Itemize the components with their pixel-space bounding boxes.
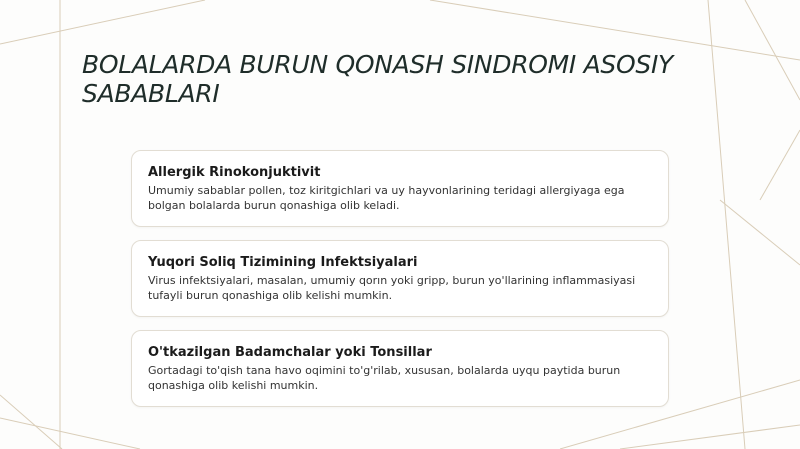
cause-card-title: Allergik Rinokonjuktivit: [148, 165, 321, 180]
cause-card: [131, 150, 669, 227]
cause-card-text: Umumiy sabablar pollen, toz kiritgichlari va uy hayvonlarining teridagi allergiyaga ega bolgan bolalarda burun qonashiga olib keladi.: [148, 184, 625, 212]
cause-card-text: Gortadagi to'qish tana havo oqimini to'g'rilab, xususan, bolalarda uyqu paytida burun qonashiga olib kelishi mumkin.: [148, 364, 621, 392]
bg-line: [0, 0, 205, 44]
bg-line: [720, 200, 800, 265]
cause-card-title: O'tkazilgan Badamchalar yoki Tonsillar: [148, 345, 432, 360]
bg-line: [760, 130, 800, 200]
cause-card-text: Virus infektsiyalari, masalan, umumiy qorın yoki gripp, burun yo'llarining inflammasiyasi tufayli burun qonashiga olib kelishi mumkin.: [148, 274, 636, 302]
bg-line: [0, 395, 62, 449]
cause-card-title: Yuqori Soliq Tizimining Infektsiyalari: [148, 255, 418, 270]
cause-card: [131, 330, 669, 407]
bg-line: [745, 0, 800, 100]
bg-line: [620, 425, 800, 449]
bg-line: [0, 418, 140, 449]
slide-title: BOLALARDA BURUN QONASH SINDROMI ASOSIY SABABLARI: [82, 50, 673, 108]
cause-card: [131, 240, 669, 317]
